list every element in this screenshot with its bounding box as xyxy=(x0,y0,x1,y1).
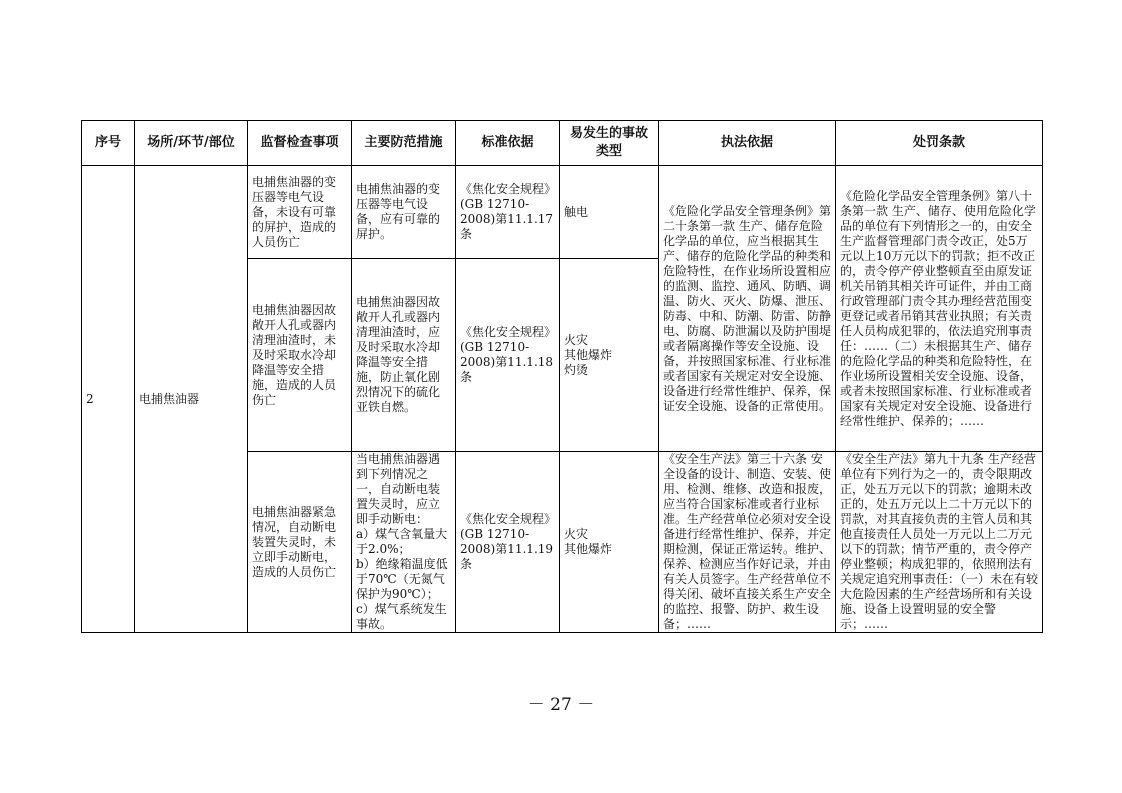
accident-lines xyxy=(564,527,654,557)
header-accident: 易发生的事故类型 xyxy=(560,121,659,166)
accident-cell: 触电 xyxy=(560,166,659,259)
header-law: 执法依据 xyxy=(659,121,836,166)
penalty-cell: 《危险化学品安全管理条例》第八十条第一款 生产、储存、使用危险化学品的单位有下列情形之一的，由安全生产监督管理部门责令改正，处5万元以上10万元以下的罚款；拒不改正的，责令停产停业整顿直至由原发证机关吊销其相关许可证件，并由工商行政管理部门责令其办理经营范围变更登记或者吊销其营业执照；有关责任人员构成犯罪的，依法追究刑事责任：……（二）未根据其生产、储存的危险化学品的种类和危险特性，在作业场所设置相关安全设施、设备，或者未按照国家标准、行业标准或者国家有关规定对安全设施、设备进行经常性维护、保养的；…… xyxy=(836,166,1043,452)
text-line: 火灾 xyxy=(564,332,589,347)
text-line: 灼烫 xyxy=(564,362,589,377)
accident-cell xyxy=(560,452,659,633)
page-number: － 27 － xyxy=(527,695,595,715)
text-line: 当电捕焦油器遇到下列情况之一，自动断电装置失灵时，应立即手动断电： xyxy=(356,452,441,526)
accident-lines xyxy=(564,333,654,378)
location-cell: 电捕焦油器 xyxy=(135,166,248,633)
header-penalty: 处罚条款 xyxy=(836,121,1043,166)
table-header-row xyxy=(82,121,1043,166)
header-measure: 主要防范措施 xyxy=(352,121,456,166)
text-line: b）绝缘箱温度低于70℃（无氮气保护为90℃）； xyxy=(356,557,448,601)
text-line: 火灾 xyxy=(564,527,589,541)
header-item: 监督检查事项 xyxy=(248,121,352,166)
header-standard: 标准依据 xyxy=(456,121,560,166)
item-cell: 电捕焦油器因故敞开人孔或器内清理油渣时，未及时采取水冷却降温等安全措施，造成的人员伤亡 xyxy=(248,259,352,452)
measure-cell xyxy=(352,452,456,633)
law-cell: 《危险化学品安全管理条例》第二十条第一款 生产、储存危险化学品的单位，应当根据其生产、储存的危险化学品的种类和危险特性，在作业场所设置相应的监测、监控、通风、防晒、调温、防火、灭火、防爆、泄压、防毒、中和、防潮、防雷、防静电、防腐、防泄漏以及防护围堤或者隔离操作等安全设施、设备，并按照国家标准、行业标准或者国家有关规定对安全设施、设备进行经常性维护、保养，保证安全设施、设备的正常使用。 xyxy=(659,166,836,452)
text-line: a）煤气含氧量大于2.0%； xyxy=(356,527,448,556)
text-line: 其他爆炸 xyxy=(564,542,613,556)
seq-cell: 2 xyxy=(82,166,135,633)
header-location: 场所/环节/部位 xyxy=(135,121,248,166)
measure-cell: 电捕焦油器因故敞开人孔或器内清理油渣时，应及时采取水冷却降温等安全措施，防止氧化剧烈情况下的硫化亚铁自燃。 xyxy=(352,259,456,452)
text-line: c）煤气系统发生事故。 xyxy=(356,602,447,631)
header-seq: 序号 xyxy=(82,121,135,166)
text-line: 其他爆炸 xyxy=(564,347,613,362)
supervision-table xyxy=(81,120,1043,633)
standard-cell: 《焦化安全规程》(GB 12710-2008)第11.1.18条 xyxy=(456,259,560,452)
law-cell: 《安全生产法》第三十六条 安全设备的设计、制造、安装、使用、检测、维修、改造和报废，应当符合国家标准或者行业标准。生产经营单位必须对安全设备进行经常性维护、保养，并定期检测，保证正常运转。维护、保养、检测应当作好记录，并由有关人员签字。生产经营单位不得关闭、破坏直接关系生产安全的监控、报警、防护、救生设备；…… xyxy=(659,452,836,633)
measure-lines xyxy=(356,452,451,632)
standard-cell: 《焦化安全规程》(GB 12710-2008)第11.1.19条 xyxy=(456,452,560,633)
standard-cell: 《焦化安全规程》(GB 12710-2008)第11.1.17条 xyxy=(456,166,560,259)
item-cell: 电捕焦油器的变压器等电气设备，未设有可靠的屏护，造成的人员伤亡 xyxy=(248,166,352,259)
measure-cell: 电捕焦油器的变压器等电气设备，应有可靠的屏护。 xyxy=(352,166,456,259)
accident-cell xyxy=(560,259,659,452)
penalty-cell: 《安全生产法》第九十九条 生产经营单位有下列行为之一的，责令限期改正，处五万元以下的罚款；逾期未改正的，处五万元以上二十万元以下的罚款，对其直接负责的主管人员和其他直接责任人员处一万元以上二万元以下的罚款；情节严重的，责令停产停业整顿；构成犯罪的，依照刑法有关规定追究刑事责任：（一）未在有较大危险因素的生产经营场所和有关设施、设备上设置明显的安全警示；…… xyxy=(836,452,1043,633)
item-cell: 电捕焦油器紧急情况，自动断电装置失灵时，未立即手动断电，造成的人员伤亡 xyxy=(248,452,352,633)
table-row xyxy=(82,166,1043,259)
